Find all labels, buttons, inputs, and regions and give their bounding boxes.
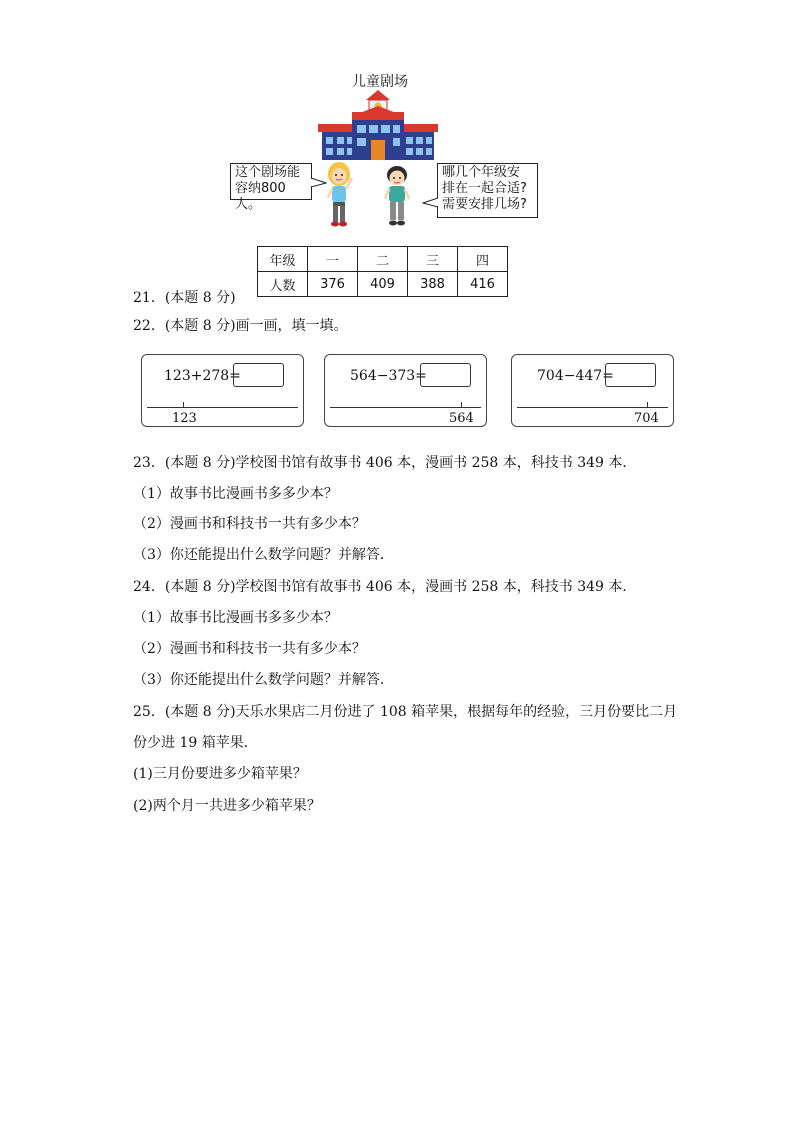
speech-bubble-right-line2: 排在一起合适? [442, 181, 527, 196]
table-cell: 三 [408, 247, 458, 272]
question-24-part-2: （2）漫画书和科技书一共有多少本？ [133, 641, 366, 657]
speech-bubble-left-line1: 这个剧场能 [235, 165, 301, 180]
tick-label: 123 [172, 411, 197, 426]
question-25-part-2: (2)两个月一共进多少箱苹果？ [133, 798, 321, 814]
table-cell: 376 [308, 272, 358, 297]
question-25-part-1: (1)三月份要进多少箱苹果？ [133, 766, 307, 782]
table-cell: 人数 [258, 272, 308, 297]
table-cell: 416 [458, 272, 508, 297]
girl-figure-image [324, 160, 354, 228]
table-cell: 409 [358, 272, 408, 297]
table-row [258, 247, 508, 272]
numberline-card-1 [141, 354, 304, 427]
table-cell: 二 [358, 247, 408, 272]
question-25-stem-line1: 25．(本题 8 分)天乐水果店二月份进了 108 箱苹果，根据每年的经验，三月份要比二月 [133, 704, 678, 720]
tick-label: 704 [634, 411, 659, 426]
question-24-stem: 24．(本题 8 分)学校图书馆有故事书 406 本，漫画书 258 本，科技书 349 本． [133, 579, 637, 595]
table-cell: 388 [408, 272, 458, 297]
answer-box[interactable] [605, 363, 656, 387]
tick-mark [183, 402, 184, 408]
speech-bubble-right-line3: 需要安排几场? [442, 197, 527, 212]
numberline-card-3 [511, 354, 674, 427]
table-cell: 年级 [258, 247, 308, 272]
speech-bubble-right [437, 163, 538, 218]
grade-table [257, 246, 508, 297]
boy-figure-image [382, 164, 412, 228]
answer-box[interactable] [420, 363, 471, 387]
question-24-part-1: （1）故事书比漫画书多多少本？ [133, 610, 338, 626]
numberline-card-2 [324, 354, 487, 427]
question-23-stem: 23．(本题 8 分)学校图书馆有故事书 406 本，漫画书 258 本，科技书 349 本． [133, 455, 637, 471]
number-line [147, 407, 298, 408]
card-expression: 123+278= [164, 368, 241, 384]
speech-bubble-left [230, 163, 312, 212]
speech-bubble-left-line2: 容纳800人。 [235, 181, 286, 212]
theater-title: 儿童剧场 [352, 74, 408, 90]
number-line [330, 407, 481, 408]
question-24-part-3: （3）你还能提出什么数学问题？并解答． [133, 672, 394, 688]
table-cell: 四 [458, 247, 508, 272]
tick-mark [461, 402, 462, 408]
speech-bubble-right-line1: 哪几个年级安 [442, 165, 521, 180]
question-21-label: 21．(本题 8 分) [133, 290, 236, 306]
table-cell: 一 [308, 247, 358, 272]
card-expression: 564−373= [350, 368, 427, 384]
question-25-stem-line2: 份少进 19 箱苹果． [133, 735, 258, 751]
question-23-part-2: （2）漫画书和科技书一共有多少本？ [133, 516, 366, 532]
table-row [258, 272, 508, 297]
tick-label: 564 [449, 411, 474, 426]
theater-building-image [316, 88, 440, 160]
question-22-stem: 22．(本题 8 分)画一画，填一填。 [133, 318, 348, 334]
question-23-part-1: （1）故事书比漫画书多多少本？ [133, 486, 338, 502]
speech-bubble-right-tail [422, 196, 438, 210]
question-23-part-3: （3）你还能提出什么数学问题？并解答． [133, 547, 394, 563]
tick-mark [647, 402, 648, 408]
answer-box[interactable] [233, 363, 284, 387]
card-expression: 704−447= [537, 368, 614, 384]
number-line [517, 407, 668, 408]
